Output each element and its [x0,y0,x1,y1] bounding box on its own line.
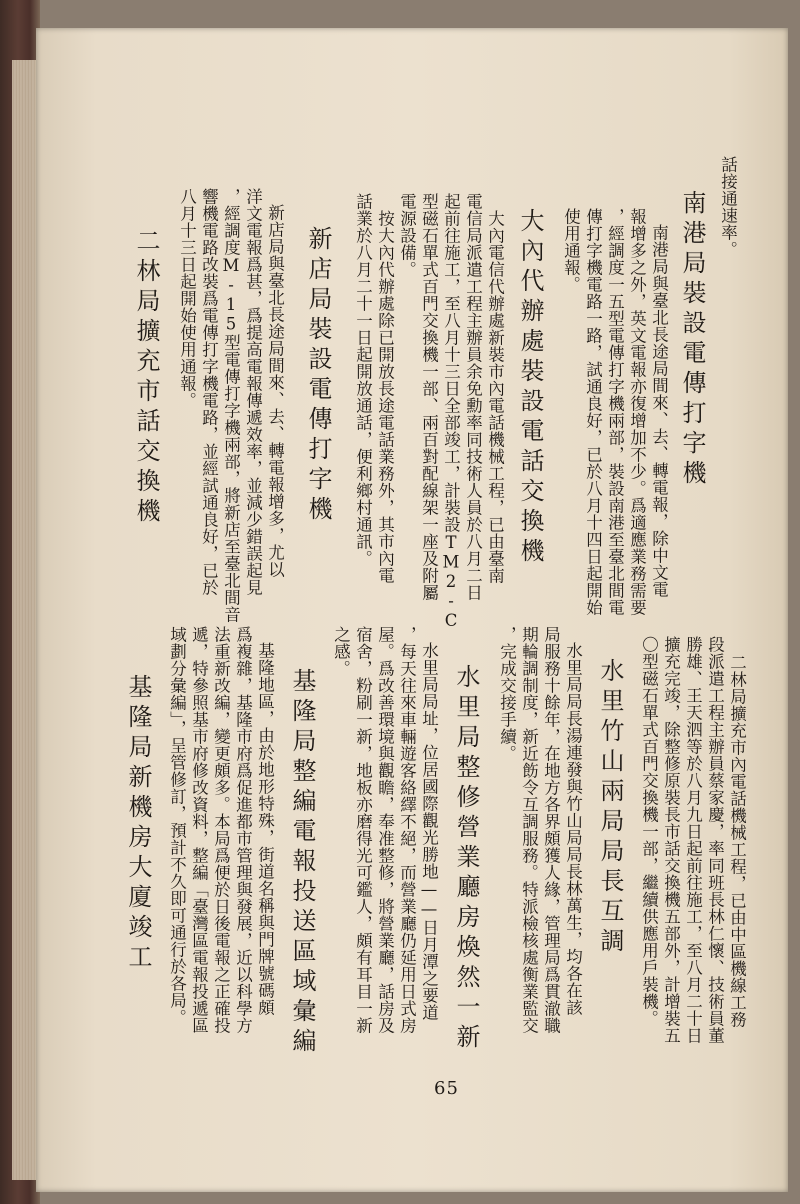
danei-line-1: 大內電信代辦處新裝市內電話機械工程，已由臺南 [485,210,505,584]
keelung-compile-line-5: 域劃分彙編」，呈管修訂，預計不久即可通行於各局。 [167,626,187,1026]
erlin-line-2: 段派遣工程主辦員蔡家慶，率同班長林仁懷、技術員董 [705,636,725,1044]
nangang-line-5: 使用通報。 [561,208,581,293]
shuili-zhushan-line-2: 局服務十餘年，在地方各界頗獲人緣，管理局爲貫澈職 [541,626,561,1034]
danei-line-7: 話業於八月二十一日起開放通話，便利鄉村通訊。 [353,193,373,567]
nangang-line-1: 南港局與臺北長途局間來、去、轉電報，除中文電 [649,224,669,598]
xindian-line-4: 響機電路改裝爲電傳打字機電路，並經試通良好，已於 [199,188,219,596]
nangang-line-3: ，經調度一五型電傳打字機兩部，裝設南港至臺北間電 [605,208,625,616]
section-title-shuili-renovate: 水里局整修營業廳房煥然一新 [452,664,480,1054]
shuili-renovate-line-5: 之感。 [331,626,351,677]
section-title-keelung-building: 基隆局新機房大廈竣工 [124,674,152,974]
erlin-line-1: 二林局擴充市內電話機械工程，已由中區機線工務 [727,654,747,1028]
danei-line-2: 電信局派遣工程主辦員余免勳率同技術人員於八月二日 [463,193,483,601]
shuili-zhushan-line-3: 期輪調制度，新近飭令互調服務。特派檢核處衡業監交 [519,626,539,1034]
shuili-renovate-line-2: ，每天往來車輛遊客絡繹不絕，而營業廳仍延用日式房 [397,626,417,1034]
nangang-line-2: 報增多之外，英文電報亦復增加不少。爲適應業務需要 [627,208,647,616]
continuation-line: 話接通速率。 [718,156,738,258]
nangang-line-4: 傳打字機電路一路，試通良好，已於八月十四日起開始 [583,208,603,616]
xindian-line-5: 八月十三日起開始使用通報。 [177,188,197,409]
danei-line-5: 電源設備。 [397,193,417,278]
book-page [36,28,788,1192]
erlin-line-3: 勝雄、王天泗等於八月九日起前往施工，至八月二十日 [683,636,703,1044]
keelung-compile-line-1: 基隆地區，由於地形特殊，街道名稱與門牌號碼頗 [255,642,275,1016]
danei-line-4: 型磁石單式百門交換機一部、兩百對配線架一座及附屬 [419,193,439,601]
page-number: 65 [434,1078,459,1099]
xindian-line-3: ，經調度M-15型電傳打字機兩部，將新店至臺北間音 [221,188,241,623]
shuili-renovate-line-1: 水里局局址，位居國際觀光勝地——日月潭之要道 [419,642,439,1021]
section-title-keelung-compile: 基隆局整編電報投送區域彙編 [288,668,316,1058]
keelung-compile-line-3: 法重新改編，變更頗多。本局爲便於日後電報之正確投 [211,626,231,1034]
page-edges [12,60,36,1180]
section-title-erlin: 二林局擴充市話交換機 [132,228,160,528]
danei-line-6: 按大內代辦處除已開放長途電話業務外，其市內電 [375,210,395,584]
xindian-line-1: 新店局與臺北長途局間來、去、轉電報增多，尤以 [265,204,285,578]
shuili-renovate-line-4: 宿舍，粉刷一新，地板亦磨得光可鑑人，頗有耳目一新 [353,626,373,1034]
section-title-shuili-zhushan: 水里竹山兩局局長互調 [596,658,624,958]
keelung-compile-line-2: 爲複雜，基隆市府爲促進都市管理與發展，近以科學方 [233,626,253,1034]
shuili-renovate-line-3: 屋。爲改善環境與觀瞻，奉准整修，將營業廳，話房及 [375,626,395,1034]
erlin-line-5: 〇型磁石單式百門交換機一部，繼續供應用戶裝機。 [639,636,659,1027]
shuili-zhushan-line-4: ，完成交接手續。 [497,626,517,762]
danei-line-3: 起前往施工，至八月十三日全部竣工，計裝設TM2-C [441,193,461,631]
erlin-line-4: 擴充完竣，除整修原裝長市話交換機五部外，計增裝五 [661,636,681,1044]
section-title-xindian: 新店局裝設電傳打字機 [304,226,332,526]
xindian-line-2: 洋文電報爲甚，爲提高電報傳遞效率，並減少錯誤起見 [243,188,263,596]
keelung-compile-line-4: 遞，特參照基市府修改資料，整編「臺灣區電報投遞區 [189,626,209,1034]
section-title-danei: 大內代辦處裝設電話交換機 [516,208,544,568]
shuili-zhushan-line-1: 水里局局長湯連發與竹山局局長林萬生，均各在該 [563,642,583,1016]
section-title-nangang: 南港局裝設電傳打字機 [678,190,706,490]
